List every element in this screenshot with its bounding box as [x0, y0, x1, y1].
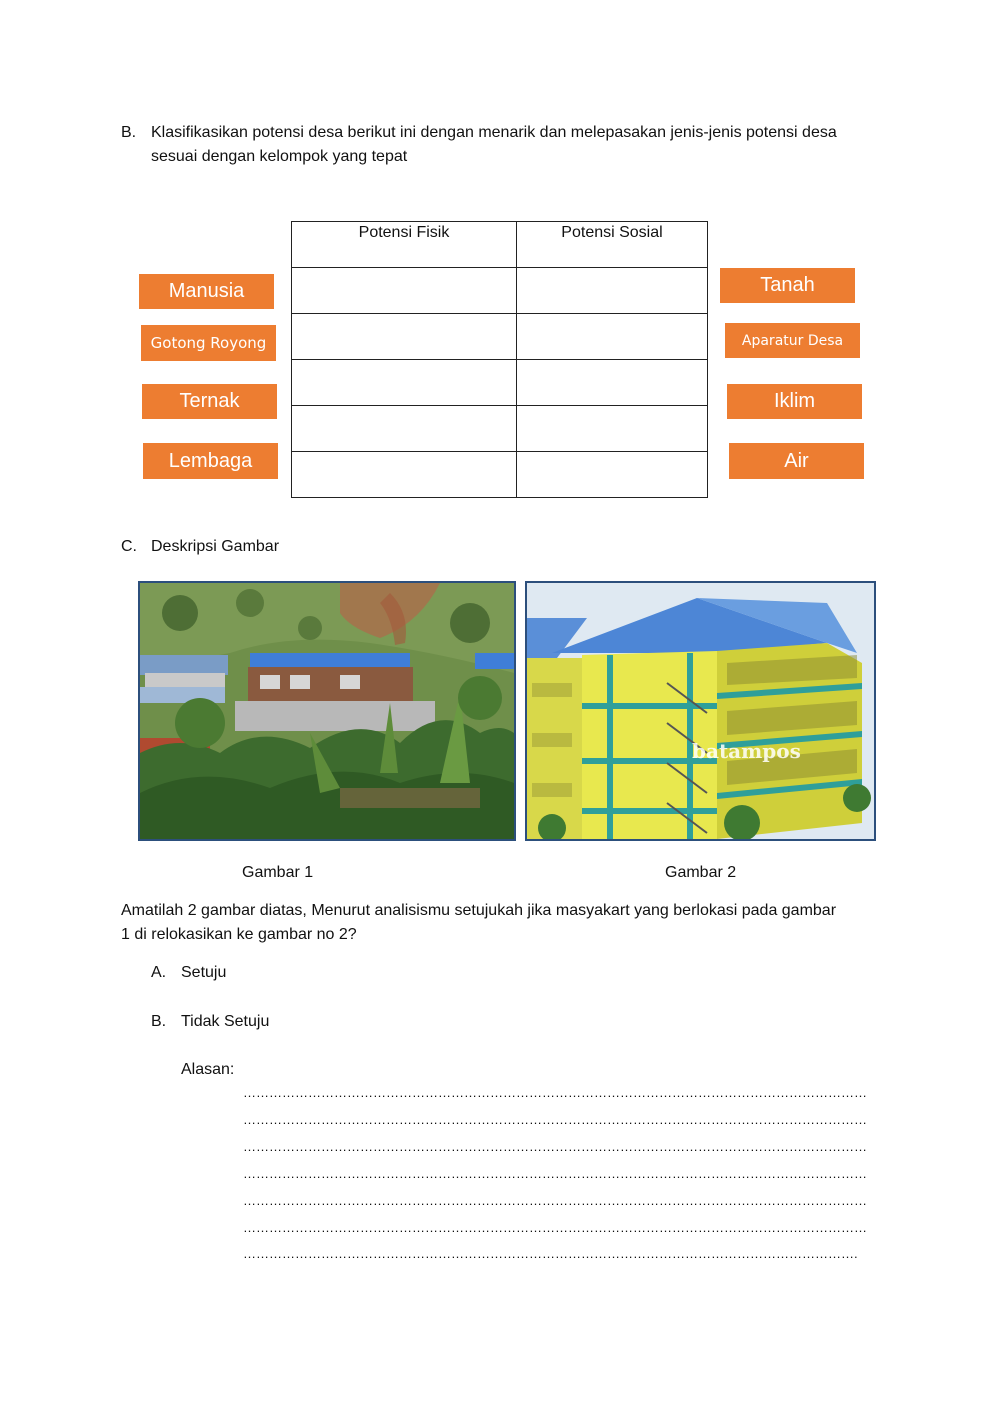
answer-line[interactable]: ………………………………………………………………………………………………………………………………	[243, 1112, 867, 1127]
drop-cell-fisik-5[interactable]	[292, 452, 517, 498]
drop-cell-sosial-2[interactable]	[517, 314, 708, 360]
section-b-letter: B.	[121, 124, 137, 141]
header-potensi-fisik: Potensi Fisik	[292, 222, 517, 268]
image2-caption: Gambar 2	[665, 864, 737, 881]
drop-cell-sosial-3[interactable]	[517, 360, 708, 406]
chip-iklim[interactable]: Iklim	[727, 384, 862, 419]
image1-caption: Gambar 1	[242, 864, 314, 881]
option-a-letter: A.	[151, 964, 167, 981]
drop-cell-sosial-4[interactable]	[517, 406, 708, 452]
village-hillside-illustration	[140, 583, 514, 839]
chip-ternak[interactable]: Ternak	[142, 384, 277, 419]
answer-line[interactable]: ………………………………………………………………………………………………………………………………	[243, 1193, 867, 1208]
chip-gotong-royong[interactable]: Gotong Royong	[141, 325, 276, 361]
answer-line[interactable]: ………………………………………………………………………………………………………………………………	[243, 1166, 867, 1181]
answer-line[interactable]: ………………………………………………………………………………………………………………………………	[243, 1085, 867, 1100]
chip-manusia[interactable]: Manusia	[139, 274, 274, 309]
answer-line[interactable]: …………………………………………………………………………………………………………………………….	[243, 1246, 858, 1261]
chip-air[interactable]: Air	[729, 443, 864, 479]
section-c-title: Deskripsi Gambar	[151, 538, 280, 555]
reason-label: Alasan:	[181, 1061, 235, 1078]
drop-cell-sosial-5[interactable]	[517, 452, 708, 498]
village-hillside-image	[138, 581, 516, 841]
chip-tanah[interactable]: Tanah	[720, 268, 855, 303]
apartment-building-image	[525, 581, 876, 841]
option-b-label[interactable]: Tidak Setuju	[181, 1013, 270, 1030]
chip-lembaga[interactable]: Lembaga	[143, 443, 278, 479]
answer-line[interactable]: ………………………………………………………………………………………………………………………………	[243, 1139, 867, 1154]
drop-cell-fisik-3[interactable]	[292, 360, 517, 406]
apartment-building-illustration	[527, 583, 874, 839]
question-text: Amatilah 2 gambar diatas, Menurut analisismu setujukah jika masyakart yang berlokasi pada gambar 1 di relokasikan ke gambar no 2?	[121, 902, 837, 943]
drop-cell-sosial-1[interactable]	[517, 268, 708, 314]
option-b-letter: B.	[151, 1013, 167, 1030]
image-watermark: batampos	[692, 739, 801, 763]
option-a-label[interactable]: Setuju	[181, 964, 227, 981]
header-potensi-sosial: Potensi Sosial	[517, 222, 708, 268]
drop-cell-fisik-1[interactable]	[292, 268, 517, 314]
drop-cell-fisik-4[interactable]	[292, 406, 517, 452]
drop-cell-fisik-2[interactable]	[292, 314, 517, 360]
chip-aparatur-desa[interactable]: Aparatur Desa	[725, 323, 860, 358]
section-b-instruction: Klasifikasikan potensi desa berikut ini dengan menarik dan melepasakan jenis-jenis potensi desa sesuai dengan kelompok yang tepat	[151, 124, 837, 165]
classification-table	[291, 221, 708, 498]
section-c-letter: C.	[121, 538, 137, 555]
answer-line[interactable]: ………………………………………………………………………………………………………………………………	[243, 1220, 867, 1235]
